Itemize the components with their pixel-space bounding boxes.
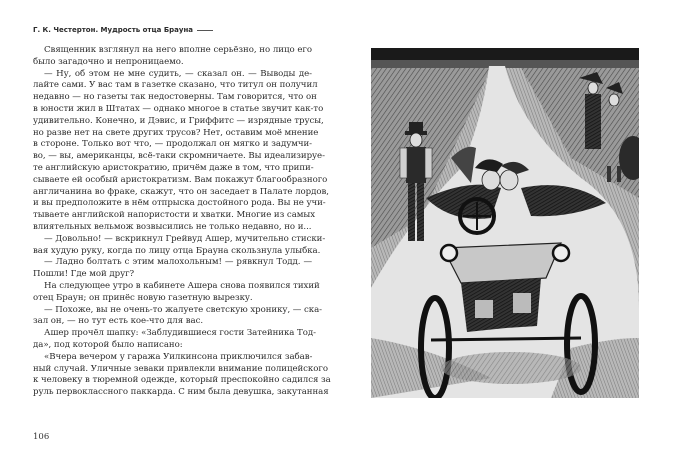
car-illustration-icon — [371, 48, 639, 398]
right-page — [340, 0, 680, 466]
text-line: лайте сами. У вас там в газетке сказано, что титул он получил — [33, 80, 318, 91]
text-line: тываете английской напористости и хватки. Многие из самых — [33, 210, 315, 221]
text-line: англичанина во фраке, скажут, что он заседает в Палате лордов, — [33, 186, 329, 197]
text-line: На следующее утро в кабинете Ашера снова появился тихий — [44, 280, 320, 291]
text-line: — Ну, об этом не мне судить, — сказал он. — Выводы де- — [44, 68, 312, 79]
text-line: да», под которой было написано: — [33, 339, 183, 350]
text-line: влиятельных вельмож возвысились не только недавно, но и... — [33, 221, 312, 232]
text-line: к человеку в тюремной одежде, который преспокойно садился за — [33, 375, 331, 386]
running-head-rule — [197, 30, 213, 31]
text-line: сываете ей особый аристократизм. Вам покажут благообразного — [33, 174, 328, 185]
text-line: вая худую руку, когда по лицу отца Брауна скользнула улыбка. — [33, 245, 321, 256]
text-line: во, — вы, американцы, всё-таки скромничаете. Вы идеализируе- — [33, 151, 325, 162]
text-line: недавно — но газеты так недостоверны. Там говорится, что он — [33, 92, 317, 103]
running-head — [33, 26, 213, 34]
text-line: удивительно. Конечно, и Дэвис, и Гриффитс — изрядные трусы, — [33, 115, 324, 126]
text-line: Ашер прочёл шапку: «Заблудившиеся гости Затейника Тод- — [44, 328, 316, 339]
text-line: — Похоже, вы не очень-то жалуете светскую хронику, — ска- — [44, 304, 323, 315]
text-line: и вы предположите в нём отпрыска достойного рода. Вы не учи- — [33, 198, 326, 209]
illustration — [371, 48, 639, 398]
text-line: — Ладно болтать с этим малохольным! — рявкнул Тодд. — — [44, 257, 312, 268]
text-line: в стороне. Только вот что, — продолжал он мягко и задумчи- — [33, 139, 312, 150]
text-line: — Довольно! — вскрикнул Грейвуд Ашер, мучительно стиски- — [44, 233, 326, 244]
body-text — [33, 45, 331, 399]
text-line: ный случай. Уличные зеваки привлекли внимание полицейского — [33, 363, 328, 374]
text-line: «Вчера вечером у гаража Уилкинсона приключился забав- — [44, 351, 313, 362]
text-line: отец Браун; он принёс новую газетную вырезку. — [33, 292, 253, 303]
text-line: было загадочно и непроницаемо. — [33, 56, 184, 67]
text-line: зал он, — но тут есть кое-что для вас. — [33, 316, 204, 327]
text-line: те английскую аристократию, причём даже в том, что припи- — [33, 162, 314, 173]
text-line: Священник взглянул на него вполне серьёзно, но лицо его — [44, 45, 312, 55]
text-line: в юности жил в Штатах — однако многое в статье звучит как-то — [33, 103, 324, 114]
running-head-title: Г. К. Честертон. Мудрость отца Брауна — [33, 26, 194, 34]
text-line: но разве нет на свете других трусов? Нет, оставим моё мнение — [33, 127, 319, 138]
text-line: Пошли! Где мой друг? — [33, 269, 135, 280]
text-line: руль первоклассного паккарда. С ним была девушка, закутанная — [33, 387, 329, 398]
page-number: 106 — [33, 432, 50, 442]
